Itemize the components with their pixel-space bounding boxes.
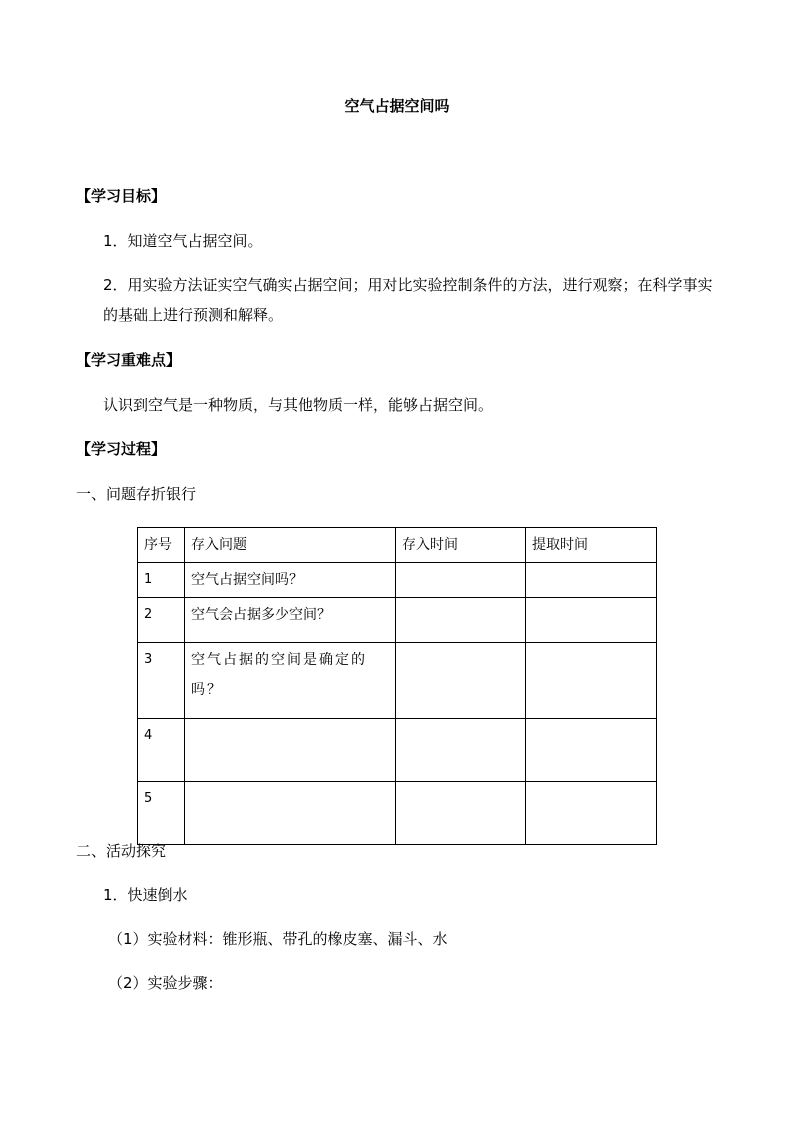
part-1-heading: 一、问题存折银行	[76, 485, 197, 503]
row-question: 空气占据空间吗？	[185, 563, 396, 598]
table-row	[138, 598, 657, 643]
materials: （1）实验材料：锥形瓶、带孔的橡皮塞、漏斗、水	[108, 930, 448, 948]
goal-2	[76, 270, 726, 330]
row-deposit-time	[396, 782, 526, 845]
row-deposit-time	[396, 563, 526, 598]
row-index: 1	[138, 563, 185, 598]
row-withdraw-time	[526, 643, 657, 719]
activity-1: 1．快速倒水	[103, 886, 188, 904]
key-points-heading: 【学习重难点】	[76, 351, 182, 369]
process-heading: 【学习过程】	[76, 440, 167, 458]
goal-1: 1．知道空气占据空间。	[103, 232, 263, 250]
row-withdraw-time	[526, 719, 657, 782]
header-index: 序号	[138, 528, 185, 563]
row-index: 4	[138, 719, 185, 782]
row-withdraw-time	[526, 563, 657, 598]
row-withdraw-time	[526, 598, 657, 643]
row-deposit-time	[396, 598, 526, 643]
row-deposit-time	[396, 643, 526, 719]
row-question: 空气占据的空间是确定的吗？	[185, 643, 396, 719]
row-index: 3	[138, 643, 185, 719]
key-points-text: 认识到空气是一种物质，与其他物质一样，能够占据空间。	[103, 396, 494, 414]
question-bank-table	[137, 527, 657, 845]
row-withdraw-time	[526, 782, 657, 845]
row-index: 2	[138, 598, 185, 643]
row-question: 空气会占据多少空间？	[185, 598, 396, 643]
row-question	[185, 782, 396, 845]
header-question: 存入问题	[185, 528, 396, 563]
row-index: 5	[138, 782, 185, 845]
table-header-row	[138, 528, 657, 563]
row-question	[185, 719, 396, 782]
goals-heading: 【学习目标】	[76, 187, 167, 205]
part-2-heading: 二、活动探究	[76, 842, 167, 860]
header-withdraw-time: 提取时间	[526, 528, 657, 563]
steps: （2）实验步骤：	[108, 974, 223, 992]
header-deposit-time: 存入时间	[396, 528, 526, 563]
table-row	[138, 719, 657, 782]
table-row	[138, 643, 657, 719]
row-deposit-time	[396, 719, 526, 782]
table-row	[138, 782, 657, 845]
page-title: 空气占据空间吗	[344, 97, 450, 115]
table-row	[138, 563, 657, 598]
goal-2-text: 2．用实验方法证实空气确实占据空间；用对比实验控制条件的方法，进行观察；在科学事实的基础上进行预测和解释。	[103, 276, 713, 324]
